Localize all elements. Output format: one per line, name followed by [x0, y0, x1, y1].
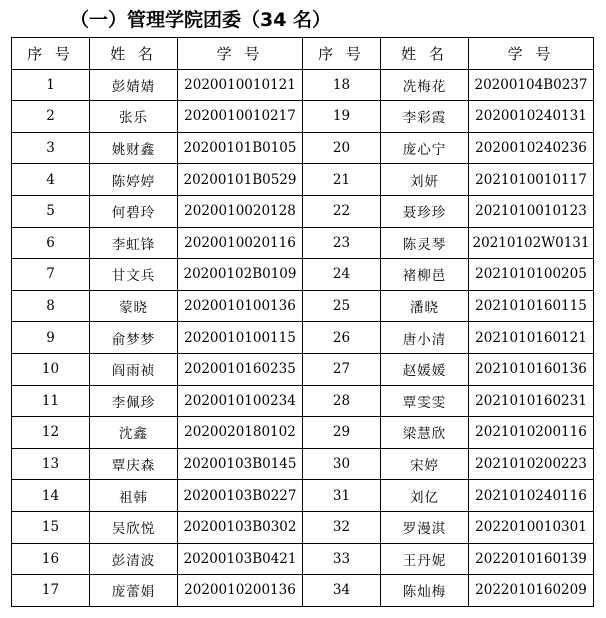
serial-number-cell: 29 [303, 417, 381, 449]
student-id-cell: 2021010100205 [469, 259, 594, 291]
serial-number-cell: 18 [303, 69, 381, 101]
serial-number-cell: 32 [303, 511, 381, 543]
name-cell: 蒙晓 [90, 290, 178, 322]
table-row [12, 132, 594, 164]
student-id-cell: 2021010160136 [469, 353, 594, 385]
student-id-cell: 2020020180102 [178, 417, 303, 449]
table-row [12, 259, 594, 291]
document-title: （一）管理学院团委（34 名） [70, 9, 332, 31]
name-cell: 罗漫淇 [381, 511, 469, 543]
student-id-cell: 20200102B0109 [178, 259, 303, 291]
name-cell: 沈鑫 [90, 417, 178, 449]
serial-number-cell: 16 [12, 543, 90, 575]
table-row [12, 575, 594, 607]
name-cell: 庞心宁 [381, 132, 469, 164]
serial-number-cell: 2 [12, 101, 90, 133]
student-id-cell: 20200103B0421 [178, 543, 303, 575]
serial-number-cell: 13 [12, 448, 90, 480]
name-cell: 宋婷 [381, 448, 469, 480]
serial-number-cell: 4 [12, 164, 90, 196]
student-id-cell: 2020010020116 [178, 227, 303, 259]
serial-number-cell: 24 [303, 259, 381, 291]
student-id-cell: 2021010200116 [469, 417, 594, 449]
name-cell: 何碧玲 [90, 195, 178, 227]
student-id-cell: 20200103B0227 [178, 480, 303, 512]
serial-number-cell: 26 [303, 322, 381, 354]
table-row [12, 543, 594, 575]
name-cell: 赵媛媛 [381, 353, 469, 385]
name-cell: 吴欣悦 [90, 511, 178, 543]
name-cell: 冼梅花 [381, 69, 469, 101]
student-id-cell: 2020010100234 [178, 385, 303, 417]
table-row [12, 448, 594, 480]
name-cell: 祖韩 [90, 480, 178, 512]
table-row [12, 385, 594, 417]
student-id-cell: 2020010010217 [178, 101, 303, 133]
name-cell: 李彩霞 [381, 101, 469, 133]
student-id-cell: 20200101B0529 [178, 164, 303, 196]
table-row [12, 480, 594, 512]
name-cell: 李虹锋 [90, 227, 178, 259]
header-serial-number: 序 号 [303, 38, 381, 70]
name-cell: 姚财鑫 [90, 132, 178, 164]
serial-number-cell: 25 [303, 290, 381, 322]
name-cell: 王丹妮 [381, 543, 469, 575]
serial-number-cell: 5 [12, 195, 90, 227]
serial-number-cell: 12 [12, 417, 90, 449]
serial-number-cell: 19 [303, 101, 381, 133]
student-id-cell: 2021010010123 [469, 195, 594, 227]
student-id-cell: 2020010010121 [178, 69, 303, 101]
table-header-row [12, 38, 594, 70]
name-cell: 覃雯雯 [381, 385, 469, 417]
serial-number-cell: 27 [303, 353, 381, 385]
table-row [12, 511, 594, 543]
serial-number-cell: 10 [12, 353, 90, 385]
name-cell: 彭婧婧 [90, 69, 178, 101]
serial-number-cell: 28 [303, 385, 381, 417]
serial-number-cell: 21 [303, 164, 381, 196]
table-row [12, 227, 594, 259]
student-id-cell: 2020010240236 [469, 132, 594, 164]
serial-number-cell: 17 [12, 575, 90, 607]
student-id-cell: 2021010160231 [469, 385, 594, 417]
serial-number-cell: 34 [303, 575, 381, 607]
student-id-cell: 2022010160209 [469, 575, 594, 607]
serial-number-cell: 9 [12, 322, 90, 354]
student-id-cell: 2022010010301 [469, 511, 594, 543]
serial-number-cell: 15 [12, 511, 90, 543]
name-cell: 潘晓 [381, 290, 469, 322]
name-cell: 李佩珍 [90, 385, 178, 417]
header-name: 姓 名 [381, 38, 469, 70]
name-cell: 褚柳邑 [381, 259, 469, 291]
student-id-cell: 20200103B0302 [178, 511, 303, 543]
name-cell: 刘妍 [381, 164, 469, 196]
name-cell: 陈灵琴 [381, 227, 469, 259]
name-cell: 阎雨祯 [90, 353, 178, 385]
student-id-cell: 2021010200223 [469, 448, 594, 480]
student-id-cell: 2020010160235 [178, 353, 303, 385]
name-cell: 庞蕾娟 [90, 575, 178, 607]
student-id-cell: 20200104B0237 [469, 69, 594, 101]
student-id-cell: 20200101B0105 [178, 132, 303, 164]
student-id-cell: 2020010200136 [178, 575, 303, 607]
student-id-cell: 2021010010117 [469, 164, 594, 196]
student-id-cell: 2021010160121 [469, 322, 594, 354]
student-id-cell: 2021010160115 [469, 290, 594, 322]
serial-number-cell: 30 [303, 448, 381, 480]
serial-number-cell: 20 [303, 132, 381, 164]
name-cell: 彭清波 [90, 543, 178, 575]
name-cell: 张乐 [90, 101, 178, 133]
student-id-cell: 2020010100136 [178, 290, 303, 322]
name-cell: 唐小清 [381, 322, 469, 354]
name-cell: 覃庆森 [90, 448, 178, 480]
member-table [11, 37, 594, 607]
serial-number-cell: 23 [303, 227, 381, 259]
table-row [12, 290, 594, 322]
table-row [12, 101, 594, 133]
student-id-cell: 2020010100115 [178, 322, 303, 354]
serial-number-cell: 7 [12, 259, 90, 291]
table-row [12, 322, 594, 354]
student-id-cell: 20210102W0131 [469, 227, 594, 259]
table-body [12, 69, 594, 606]
table-row [12, 417, 594, 449]
serial-number-cell: 22 [303, 195, 381, 227]
table-row [12, 353, 594, 385]
student-id-cell: 2021010240116 [469, 480, 594, 512]
name-cell: 刘亿 [381, 480, 469, 512]
student-id-cell: 2020010240131 [469, 101, 594, 133]
serial-number-cell: 3 [12, 132, 90, 164]
serial-number-cell: 6 [12, 227, 90, 259]
name-cell: 陈灿梅 [381, 575, 469, 607]
serial-number-cell: 11 [12, 385, 90, 417]
serial-number-cell: 14 [12, 480, 90, 512]
student-id-cell: 20200103B0145 [178, 448, 303, 480]
header-student-id: 学 号 [469, 38, 594, 70]
serial-number-cell: 8 [12, 290, 90, 322]
student-id-cell: 2022010160139 [469, 543, 594, 575]
name-cell: 梁慧欣 [381, 417, 469, 449]
header-student-id: 学 号 [178, 38, 303, 70]
student-id-cell: 2020010020128 [178, 195, 303, 227]
table-row [12, 195, 594, 227]
name-cell: 陈婷婷 [90, 164, 178, 196]
name-cell: 聂珍珍 [381, 195, 469, 227]
serial-number-cell: 33 [303, 543, 381, 575]
serial-number-cell: 1 [12, 69, 90, 101]
header-serial-number: 序 号 [12, 38, 90, 70]
table-row [12, 69, 594, 101]
serial-number-cell: 31 [303, 480, 381, 512]
name-cell: 俞梦梦 [90, 322, 178, 354]
header-name: 姓 名 [90, 38, 178, 70]
name-cell: 甘文兵 [90, 259, 178, 291]
table-row [12, 164, 594, 196]
